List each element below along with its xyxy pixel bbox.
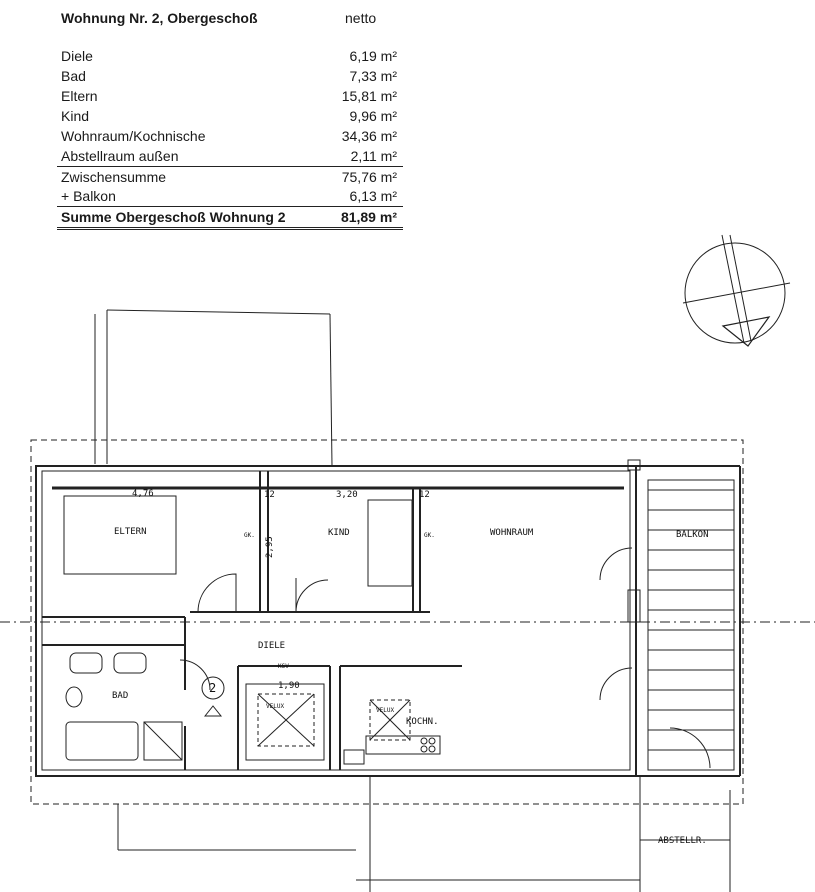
row-value: 81,89 m²	[340, 209, 397, 225]
north-arrow-icon	[683, 235, 790, 346]
balkon-hatching	[628, 460, 734, 770]
row-label: Zwischensumme	[61, 169, 167, 185]
dimension-wall: 12	[419, 490, 430, 500]
column-header: netto	[345, 10, 377, 26]
room-label-diele: DIELE	[258, 641, 286, 651]
room-label-balkon: BALKON	[676, 530, 709, 540]
bed-kind	[368, 500, 412, 586]
row-value: 75,76 m²	[341, 169, 397, 185]
dimension-vestibule: 1,90	[278, 681, 300, 691]
dimension-height: 2,95	[265, 536, 275, 558]
room-label-bad: BAD	[112, 691, 129, 701]
interior-walls	[42, 471, 462, 770]
gk-label: GK.	[244, 532, 255, 539]
dimension-eltern: 4,76	[132, 489, 154, 499]
row-value: 7,33 m²	[349, 68, 397, 84]
row-value: 34,36 m²	[341, 128, 397, 144]
velux-window-icon	[370, 700, 410, 740]
row-value: 2,11 m²	[350, 148, 397, 164]
row-label: Kind	[61, 108, 90, 124]
row-label: Eltern	[61, 88, 98, 104]
velux-window-icon	[258, 694, 314, 746]
dimension-wall: 12	[264, 490, 275, 500]
abstellraum-outline	[118, 776, 730, 892]
table-title: Wohnung Nr. 2, Obergeschoß	[61, 10, 258, 26]
row-value: 6,13 m²	[349, 188, 397, 204]
room-label-wohnraum: WOHNRAUM	[490, 528, 534, 538]
row-label: Wohnraum/Kochnische	[61, 128, 206, 144]
room-label-kind: KIND	[328, 528, 350, 538]
row-label: Abstellraum außen	[61, 148, 179, 164]
row-label: Summe Obergeschoß Wohnung 2	[61, 209, 286, 225]
velux-label: VELUX	[266, 703, 285, 710]
row-value: 6,19 m²	[349, 48, 397, 64]
row-label: Bad	[61, 68, 86, 84]
row-value: 15,81 m²	[341, 88, 397, 104]
row-label: Diele	[61, 48, 93, 64]
room-label-kochn: KOCHN.	[406, 717, 439, 727]
ksv-label: KSV	[278, 663, 289, 670]
unit-number: 2	[209, 681, 217, 695]
upper-balcony-outline	[95, 310, 332, 466]
exterior-walls	[36, 466, 740, 776]
row-value: 9,96 m²	[349, 108, 397, 124]
bath-fixtures	[66, 653, 182, 760]
room-label-abstellr: ABSTELLR.	[658, 836, 707, 846]
dimension-kind: 3,20	[336, 490, 358, 500]
stair-arrow-icon	[205, 706, 221, 716]
velux-label: VELUX	[376, 707, 395, 714]
gk-label: GK.	[424, 532, 435, 539]
row-label: + Balkon	[61, 188, 116, 204]
room-label-eltern: ELTERN	[114, 527, 147, 537]
